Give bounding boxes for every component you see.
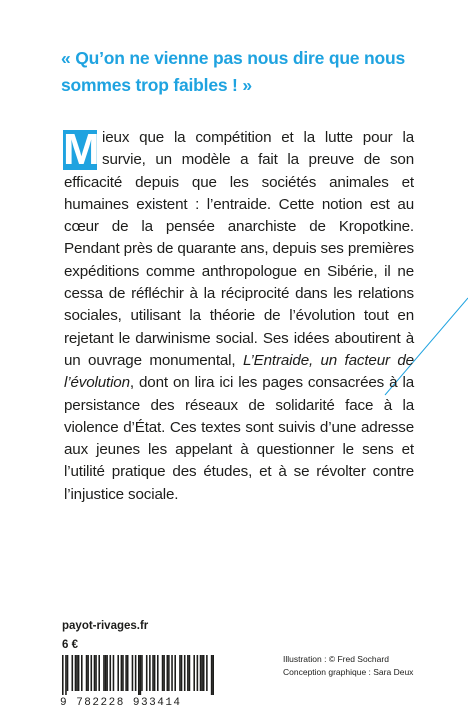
- price: 6 €: [62, 639, 78, 651]
- barcode-bar: [125, 655, 127, 691]
- barcode-bars: [62, 655, 214, 695]
- barcode-bar: [181, 655, 183, 691]
- barcode-bar: [201, 655, 203, 691]
- barcode-bar: [200, 655, 202, 691]
- credit-illustration: Illustration : © Fred Sochard: [283, 654, 389, 664]
- back-cover-blurb: [64, 127, 414, 506]
- barcode-bar: [117, 655, 119, 691]
- barcode-bar: [189, 655, 191, 691]
- blurb-part-2: , dont on lira ici les pages consacrées à la persistance des réseaux de solidarité face à la violence d’État. Ces textes sont suivis d’une adresse aux jeunes les appelant à questionner le sens et l’utilité pratique des études, et à se révolter contre l’injustice sociale.: [64, 374, 414, 503]
- barcode-bar: [62, 655, 64, 695]
- barcode-bar: [94, 655, 96, 691]
- barcode-bar: [78, 655, 80, 691]
- barcode-bar: [75, 655, 77, 691]
- pull-quote-line-2: sommes trop faibles ! »: [61, 75, 252, 95]
- barcode-bar: [193, 655, 195, 691]
- barcode-bar: [212, 655, 214, 695]
- barcode-bar: [163, 655, 165, 691]
- barcode-bar: [103, 655, 105, 691]
- barcode-bar: [87, 655, 89, 691]
- barcode-bar: [141, 655, 143, 691]
- barcode-bar: [187, 655, 189, 691]
- barcode-bar: [167, 655, 169, 691]
- barcode-bar: [211, 655, 213, 695]
- barcode-bar: [197, 655, 199, 691]
- barcode-bar: [152, 655, 154, 691]
- barcode-bar: [67, 655, 69, 691]
- barcode-bar: [105, 655, 107, 691]
- barcode-bar: [149, 655, 151, 691]
- barcode-bar: [91, 655, 93, 691]
- barcode-bar: [121, 655, 123, 691]
- barcode-bar: [140, 655, 142, 695]
- barcode-bar: [86, 655, 88, 691]
- barcode-bar: [81, 655, 83, 691]
- pull-quote-line-1: « Qu’on ne vienne pas nous dire que nous: [61, 48, 405, 68]
- barcode-bar: [174, 655, 176, 691]
- barcode-bar: [127, 655, 129, 691]
- barcode-bar: [110, 655, 112, 691]
- barcode-bar: [206, 655, 208, 691]
- barcode-bar: [122, 655, 124, 691]
- dropcap-letter: M: [63, 125, 100, 174]
- barcode-bar: [138, 655, 140, 695]
- barcode-bar: [184, 655, 186, 691]
- barcode-bar: [162, 655, 164, 691]
- barcode-bar: [113, 655, 115, 691]
- barcode-bar: [171, 655, 173, 691]
- barcode: [62, 655, 214, 700]
- barcode-bar: [154, 655, 156, 691]
- book-title: L’Entraide, un facteur de l’évolution: [64, 351, 414, 392]
- credits: [283, 653, 413, 679]
- credit-design: Conception graphique : Sara Deux: [283, 667, 414, 677]
- barcode-bar: [65, 655, 67, 695]
- barcode-bar: [179, 655, 181, 691]
- barcode-bar: [168, 655, 170, 691]
- barcode-bar: [76, 655, 78, 691]
- barcode-bar: [106, 655, 108, 691]
- barcode-bar: [146, 655, 148, 691]
- barcode-bar: [203, 655, 205, 691]
- barcode-bar: [132, 655, 134, 691]
- barcode-bar: [98, 655, 100, 691]
- barcode-number: 9 782228 933414: [60, 697, 182, 709]
- blurb-part-1: ieux que la compétition et la lutte pour la survie, un modèle a fait la preuve de son efficacité depuis que les sociétés animales et humaines existent : l’entraide. Cette notion est au cœur de la pensée anarchiste de Kropotkine. Pendant près de quarante ans, depuis ses premières expéditions comme anthropologue en Sibérie, il ne cessa de réfléchir à la réciprocité dans les relations sociales, utilisant la théorie de l’évolution tout en rejetant le darwinisme social. Ses idées aboutirent à un ouvrage monumental,: [64, 129, 414, 369]
- barcode-bar: [72, 655, 74, 691]
- pull-quote: [61, 45, 431, 99]
- barcode-bar: [135, 655, 137, 691]
- publisher-website[interactable]: payot-rivages.fr: [62, 620, 149, 632]
- barcode-bar: [157, 655, 159, 691]
- barcode-bar: [95, 655, 97, 691]
